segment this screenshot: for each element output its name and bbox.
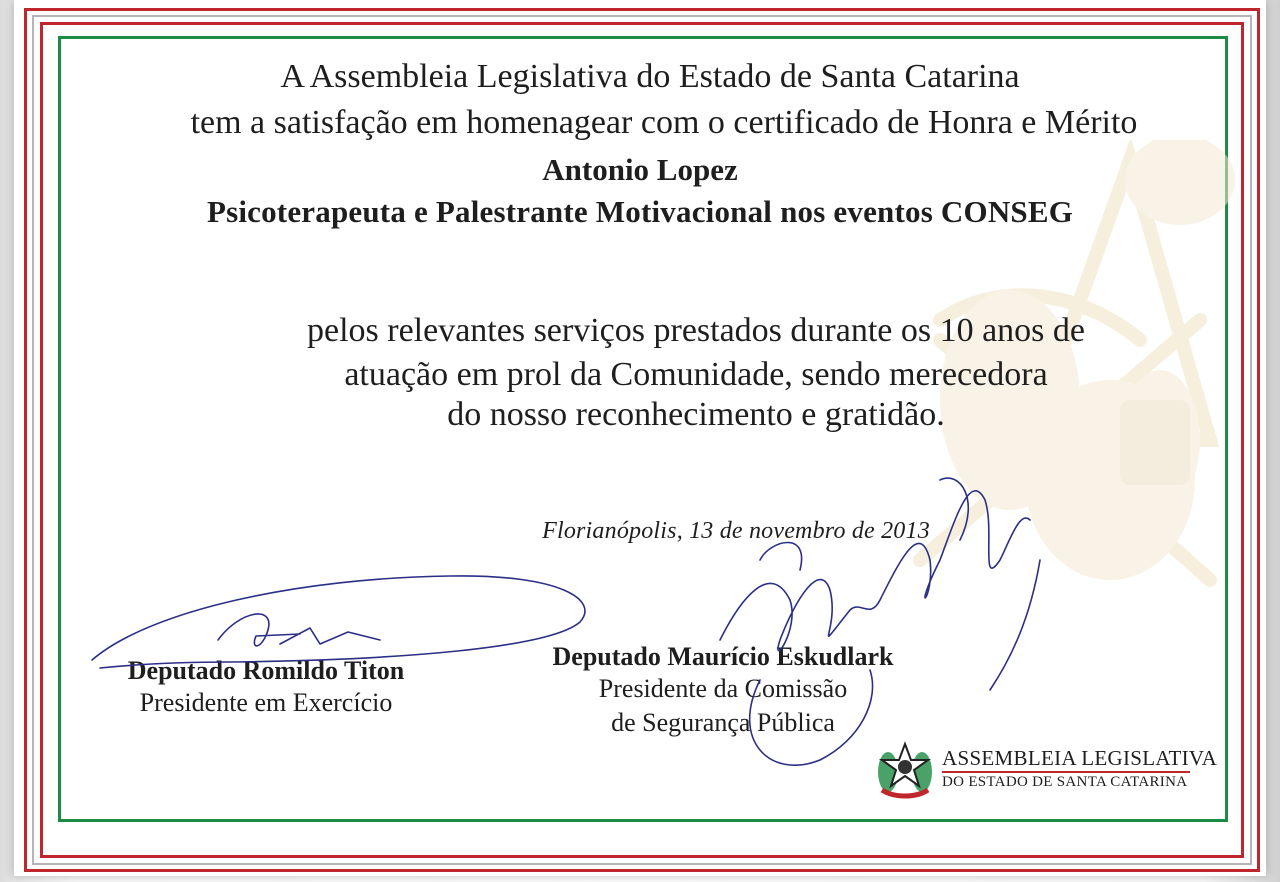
signatory-1-title: Presidente em Exercício: [139, 688, 393, 717]
assembly-logo: [874, 738, 1218, 800]
coat-of-arms-icon: [874, 738, 936, 800]
logo-line-1: ASSEMBLEIA LEGISLATIVA: [942, 746, 1218, 770]
signatory-2: [518, 642, 928, 740]
body-line-1: pelos relevantes serviços prestados durante os 10 anos de: [307, 312, 1085, 349]
signatory-1-name: Deputado Romildo Titon: [127, 656, 405, 685]
signatory-2-name: Deputado Maurício Eskudlark: [552, 642, 894, 671]
logo-divider: [942, 771, 1190, 773]
body-line-2: atuação em prol da Comunidade, sendo merecedora: [344, 356, 1048, 393]
intro-line-2: tem a satisfação em homenagear com o certificado de Honra e Mérito: [190, 104, 1138, 141]
signatory-2-title-line-1: Presidente da Comissão: [598, 674, 848, 703]
signatory-1: [96, 656, 436, 720]
honoree-role: Psicoterapeuta e Palestrante Motivacional nos eventos CONSEG: [206, 194, 1074, 229]
signatory-2-title-line-2: de Segurança Pública: [611, 708, 835, 737]
place-and-date: Florianópolis, 13 de novembro de 2013: [542, 518, 930, 544]
logo-line-2: DO ESTADO DE SANTA CATARINA: [942, 774, 1188, 790]
honoree-name: Antonio Lopez: [542, 152, 738, 187]
intro-line-1: A Assembleia Legislativa do Estado de Santa Catarina: [280, 58, 1020, 95]
body-line-3: do nosso reconhecimento e gratidão.: [447, 396, 945, 433]
